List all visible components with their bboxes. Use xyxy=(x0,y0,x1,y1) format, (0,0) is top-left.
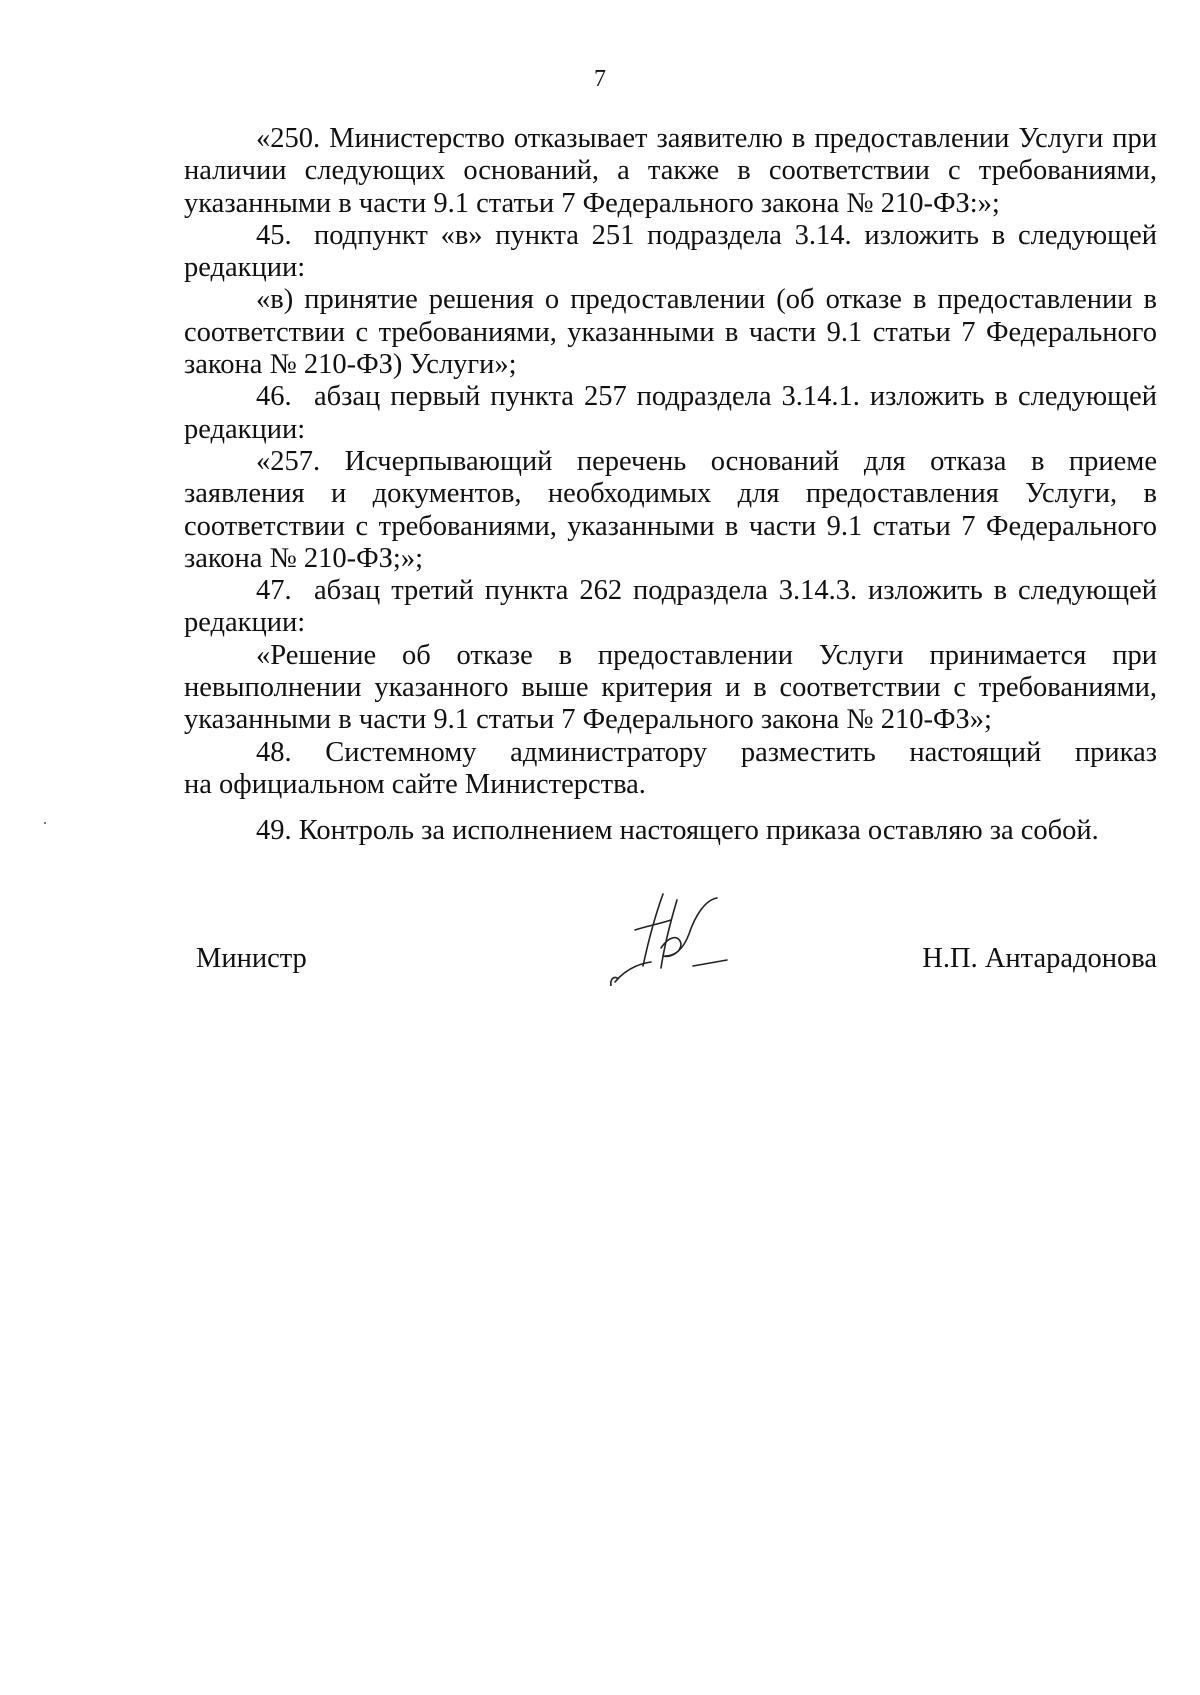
signatory-position: Министр xyxy=(196,943,307,974)
paragraph-46 xyxy=(184,381,1157,446)
item-number-45: 45. xyxy=(256,219,292,251)
paragraph-45-text: подпункт «в» пункта 251 подраздела 3.14. изложить в следующей редакции: xyxy=(184,219,1157,284)
document-body xyxy=(184,123,1157,848)
paragraph-47 xyxy=(184,575,1157,640)
paragraph-45 xyxy=(184,220,1157,285)
item-number-47: 47. xyxy=(256,575,292,607)
paragraph-decision: «Решение об отказе в предоставлении Услуги принимается при невыполнении указанного выше критерия и в соответствии с требованиями, указанными в части 9.1 статьи 7 Федерального закона № 210-ФЗ»; xyxy=(184,639,1157,736)
paragraph-47-text: абзац третий пункта 262 подраздела 3.14.3. изложить в следующей редакции: xyxy=(184,575,1157,639)
paragraph-250: «250. Министерство отказывает заявителю в предоставлении Услуги при наличии следующих оснований, а также в соответствии с требованиями, указанными в части 9.1 статьи 7 Федерального закона № 210-ФЗ:»; xyxy=(184,123,1157,219)
item-number-46: 46. xyxy=(256,381,292,413)
paragraph-48-line-2: на официальном сайте Министерства. xyxy=(184,768,646,800)
paragraph-257: «257. Исчерпывающий перечень оснований для отказа в приеме заявления и документов, необходимых для предоставления Услуги, в соответствии с требованиями, указанными в части 9.1 статьи 7 Федерального закона № 210-ФЗ;»; xyxy=(184,445,1157,574)
paragraph-v: «в) принятие решения о предоставлении (об отказе в предоставлении в соответствии с требованиями, указанными в части 9.1 статьи 7 Федерального закона № 210-ФЗ) Услуги»; xyxy=(184,284,1157,381)
signatory-name: Н.П. Антарадонова xyxy=(922,943,1157,974)
paragraph-46-text: абзац первый пункта 257 подраздела 3.14.1. изложить в следующей редакции: xyxy=(184,381,1157,445)
paragraph-48-line-1: 48. Системному администратору разместить настоящий приказ xyxy=(256,736,1157,768)
handwritten-signature-icon xyxy=(605,886,735,986)
scan-speck xyxy=(44,822,46,824)
paragraph-49: 49. Контроль за исполнением настоящего приказа оставляю за собой. xyxy=(256,815,1099,847)
page-number: 7 xyxy=(594,66,606,92)
